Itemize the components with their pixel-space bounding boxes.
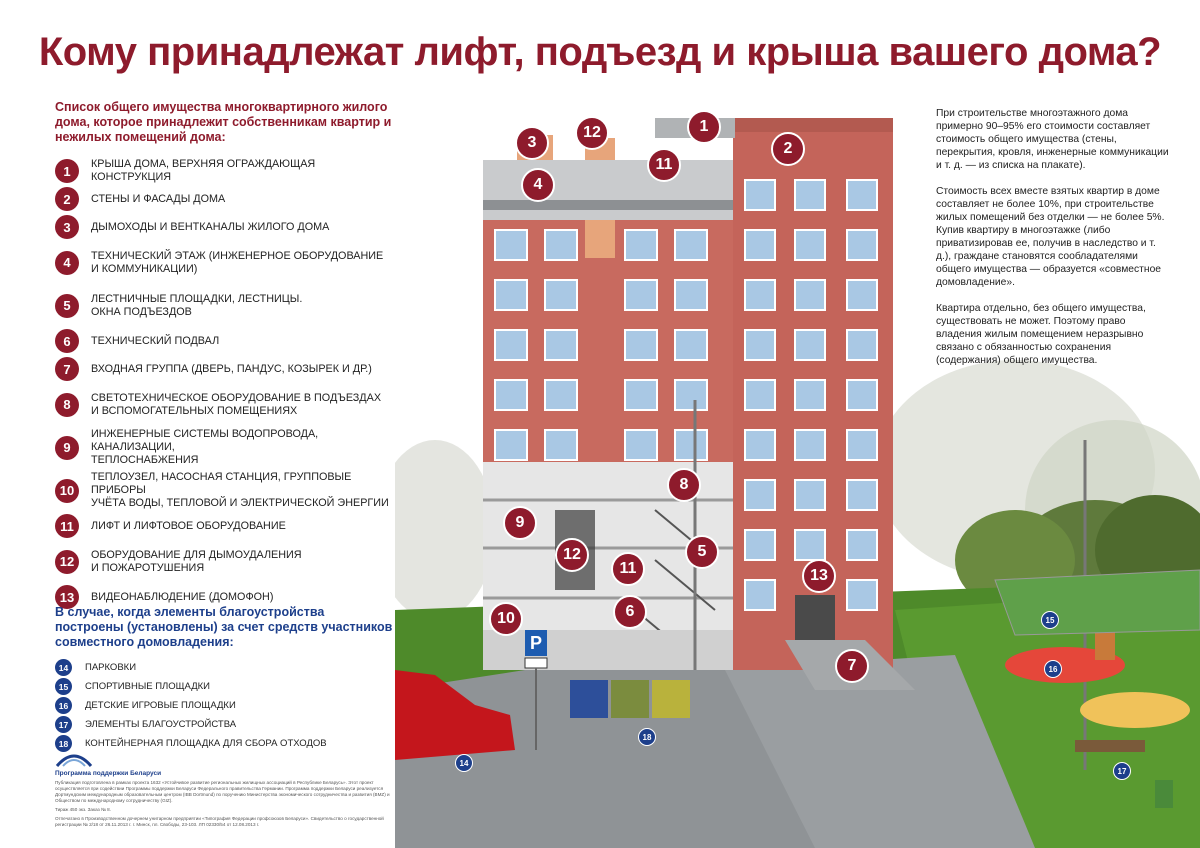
scene-number-badge: 13: [802, 559, 836, 593]
improvement-text: КОНТЕЙНЕРНАЯ ПЛОЩАДКА ДЛЯ СБОРА ОТХОДОВ: [85, 738, 327, 749]
scene-number-badge: 5: [685, 535, 719, 569]
improvement-item: [55, 696, 395, 715]
scene-number-badge: 2: [771, 132, 805, 166]
footer: [55, 750, 395, 828]
scene-number-badge: 9: [503, 506, 537, 540]
list-item: [55, 241, 395, 284]
scene-number-badge: 11: [611, 552, 645, 586]
parking-sign-icon: P: [529, 632, 542, 653]
list-item: [55, 157, 395, 185]
scene-number-badge: 6: [613, 595, 647, 629]
improvement-item: [55, 658, 395, 677]
item-number-badge: 9: [55, 436, 79, 460]
page-title: Кому принадлежат лифт, подъезд и крыша вашего дома?: [38, 30, 1162, 74]
list-item: [55, 213, 395, 241]
improvement-item: [55, 715, 395, 734]
item-text: ВХОДНАЯ ГРУППА (ДВЕРЬ, ПАНДУС, КОЗЫРЕК И ДР.): [91, 362, 372, 375]
item-text: ЛЕСТНИЧНЫЕ ПЛОЩАДКИ, ЛЕСТНИЦЫ. ОКНА ПОДЪЕЗДОВ: [91, 292, 303, 318]
item-number-badge: 5: [55, 294, 79, 318]
item-number-badge: 11: [55, 514, 79, 538]
scene-number-badge: 12: [555, 538, 589, 572]
item-text: ВИДЕОНАБЛЮДЕНИЕ (ДОМОФОН): [91, 590, 274, 603]
item-text: ТЕХНИЧЕСКИЙ ЭТАЖ (ИНЖЕНЕРНОЕ ОБОРУДОВАНИЕ И КОММУНИКАЦИИ): [91, 249, 384, 275]
scene-blue-number-badge: 18: [638, 728, 656, 746]
improvement-number-badge: 17: [55, 716, 72, 733]
list-item: [55, 383, 395, 426]
item-number-badge: 1: [55, 159, 79, 183]
scene-number-badge: 1: [687, 110, 721, 144]
list-heading: Список общего имущества многоквартирного жилого дома, которое принадлежит собственникам квартир и нежилых помещений дома:: [55, 100, 392, 144]
improvement-heading: В случае, когда элементы благоустройства построены (установлены) за счет средств участников совместного домовладения:: [55, 605, 393, 649]
item-text: ДЫМОХОДЫ И ВЕНТКАНАЛЫ ЖИЛОГО ДОМА: [91, 220, 330, 233]
improvement-items: [55, 658, 395, 753]
scene-number-badge: 4: [521, 168, 555, 202]
list-item: [55, 185, 395, 213]
item-text: СВЕТОТЕХНИЧЕСКОЕ ОБОРУДОВАНИЕ В ПОДЪЕЗДАХ И ВСПОМОГАТЕЛЬНЫХ ПОМЕЩЕНИЯХ: [91, 391, 382, 417]
scene-number-badge: 11: [647, 148, 681, 182]
program-name: Программа поддержки Беларуси: [55, 770, 162, 777]
improvement-number-badge: 16: [55, 697, 72, 714]
improvement-number-badge: 18: [55, 735, 72, 752]
improvement-number-badge: 14: [55, 659, 72, 676]
item-number-badge: 4: [55, 251, 79, 275]
item-text: КРЫША ДОМА, ВЕРХНЯЯ ОГРАЖДАЮЩАЯ КОНСТРУКЦИЯ: [91, 158, 316, 183]
item-number-badge: 6: [55, 329, 79, 353]
item-number-badge: 10: [55, 479, 79, 503]
footer-text-2: Тираж 450 экз. Заказ № 8.: [55, 807, 111, 812]
item-text: СТЕНЫ И ФАСАДЫ ДОМА: [91, 192, 226, 205]
scene-blue-number-badge: 16: [1044, 660, 1062, 678]
item-number-badge: 2: [55, 187, 79, 211]
item-number-badge: 7: [55, 357, 79, 381]
scene-number-badge: 8: [667, 468, 701, 502]
improvement-text: СПОРТИВНЫЕ ПЛОЩАДКИ: [85, 681, 211, 692]
list-item: [55, 512, 395, 540]
item-text: ТЕХНИЧЕСКИЙ ПОДВАЛ: [91, 334, 220, 347]
common-property-list: [55, 100, 395, 611]
info-paragraph-2: Стоимость всех вместе взятых квартир в доме составляет не более 10%, при строительстве жилых помещений без отделки — не более 5%. Купив квартиру в многоэтажке (либо приватизировав ее, получив в наследство и т. д.), граждане становятся сообладателями общего имущества — образуется «совместное домовладение».: [936, 186, 1165, 288]
improvement-elements-section: [55, 605, 395, 753]
scene-blue-number-badge: 17: [1113, 762, 1131, 780]
info-paragraph-1: При строительстве многоэтажного дома примерно 90–95% его стоимости составляет стоимость общего имущества (стены, перекрытия, кровля, инженерные коммуникации и т. д. — из списка на плакате).: [936, 108, 1169, 171]
scene-number-badge: 3: [515, 126, 549, 160]
scene-blue-number-badge: 14: [455, 754, 473, 772]
list-items: [55, 157, 395, 611]
list-item: [55, 327, 395, 355]
scene-number-badge: 12: [575, 116, 609, 150]
list-item: [55, 469, 395, 512]
list-item: [55, 284, 395, 327]
scene-number-badge: 7: [835, 649, 869, 683]
item-text: ИНЖЕНЕРНЫЕ СИСТЕМЫ ВОДОПРОВОДА, КАНАЛИЗАЦИИ, ТЕПЛОСНАБЖЕНИЯ: [91, 428, 319, 466]
item-number-badge: 12: [55, 550, 79, 574]
item-text: ТЕПЛОУЗЕЛ, НАСОСНАЯ СТАНЦИЯ, ГРУППОВЫЕ ПРИБОРЫ УЧЁТА ВОДЫ, ТЕПЛОВОЙ И ЭЛЕКТРИЧЕСКОЙ ЭНЕРГИИ: [91, 471, 389, 509]
item-number-badge: 8: [55, 393, 79, 417]
program-logo-icon: [55, 750, 93, 768]
footer-text-3: Отпечатано в Производственном дочернем унитарном предприятии «Типография Федерации профсоюзов Беларуси». Свидетельство о государственной регистрации № 2/18 от 26.11.2013 г. г. Минск, пл. Свободы, 23-103. ЛП 02330/54 от 12.08.2013 г.: [55, 816, 384, 827]
scene-blue-number-badge: 15: [1041, 611, 1059, 629]
list-item: [55, 355, 395, 383]
list-item: [55, 540, 395, 583]
improvement-text: ЭЛЕМЕНТЫ БЛАГОУСТРОЙСТВА: [85, 719, 237, 730]
footer-text-1: Публикация подготовлена в рамках проекта 1632 «Устойчивое развитие региональных жилищных ассоциаций в Республике Беларусь». Этот проект осуществляется при содействии Программы поддержки Беларуси Федерального правительства Германии. Программа поддержки Беларуси реализуется Дортмундским международным образовательным центром (IBB Dortmund) по поручению Министерства экономического сотрудничества и развития (BMZ) и Обществом по международному сотрудничеству (GIZ).: [55, 780, 390, 803]
info-paragraph-3: Квартира отдельно, без общего имущества, существовать не может. Поэтому право владения жилым помещением неразрывно связано с обязанностью сохранения (содержания) общего имущества.: [936, 303, 1146, 366]
item-text: ОБОРУДОВАНИЕ ДЛЯ ДЫМОУДАЛЕНИЯ И ПОЖАРОТУШЕНИЯ: [91, 548, 302, 574]
improvement-number-badge: 15: [55, 678, 72, 695]
scene-number-badge: 10: [489, 602, 523, 636]
improvement-text: ПАРКОВКИ: [85, 662, 137, 673]
improvement-item: [55, 677, 395, 696]
improvement-text: ДЕТСКИЕ ИГРОВЫЕ ПЛОЩАДКИ: [85, 700, 236, 711]
info-text: [936, 107, 1171, 380]
item-text: ЛИФТ И ЛИФТОВОЕ ОБОРУДОВАНИЕ: [91, 519, 286, 532]
list-item: [55, 426, 395, 469]
item-number-badge: 13: [55, 585, 79, 609]
item-number-badge: 3: [55, 215, 79, 239]
